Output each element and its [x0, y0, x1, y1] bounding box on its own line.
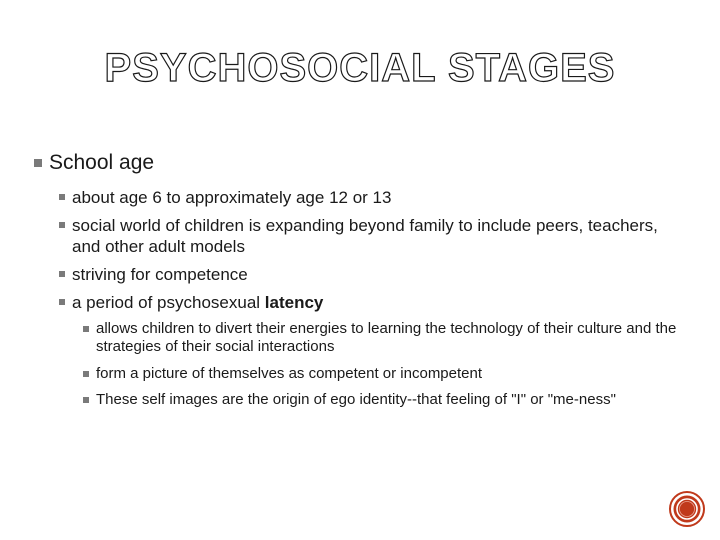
circular-badge-icon	[669, 491, 705, 527]
latency-bold: latency	[264, 293, 324, 312]
bullet-competence	[59, 264, 689, 285]
square-bullet-icon	[34, 159, 42, 167]
bullet-text	[72, 292, 323, 313]
bullet-text: social world of children is expanding beyond family to include peers, teachers, and other adult models	[72, 216, 658, 256]
bullet-ego-identity	[83, 391, 683, 409]
square-bullet-icon	[83, 371, 89, 377]
bullet-divert-energies	[83, 320, 683, 356]
latency-prefix: a period of psychosexual	[72, 293, 265, 312]
bullet-self-picture	[83, 365, 683, 383]
square-bullet-icon	[59, 299, 65, 305]
bullet-age-range	[59, 187, 689, 208]
square-bullet-icon	[59, 194, 65, 200]
bullet-text: striving for competence	[72, 265, 248, 284]
slide-title: PSYCHOSOCIAL STAGES	[104, 46, 616, 90]
square-bullet-icon	[59, 222, 65, 228]
bullet-latency	[59, 292, 689, 313]
square-bullet-icon	[59, 271, 65, 277]
bullet-text: form a picture of themselves as competent or incompetent	[96, 365, 483, 382]
square-bullet-icon	[83, 326, 89, 332]
bullet-text: allows children to divert their energies to learning the technology of their culture and the strategies of their social interactions	[96, 320, 677, 355]
square-bullet-icon	[83, 397, 89, 403]
bullet-text: These self images are the origin of ego identity--that feeling of "I" or "me-ness"	[96, 391, 616, 408]
bullet-text: School age	[49, 151, 155, 174]
bullet-school-age	[34, 150, 694, 176]
bullet-text: about age 6 to approximately age 12 or 13	[72, 188, 392, 207]
bullet-social-world	[59, 215, 689, 257]
